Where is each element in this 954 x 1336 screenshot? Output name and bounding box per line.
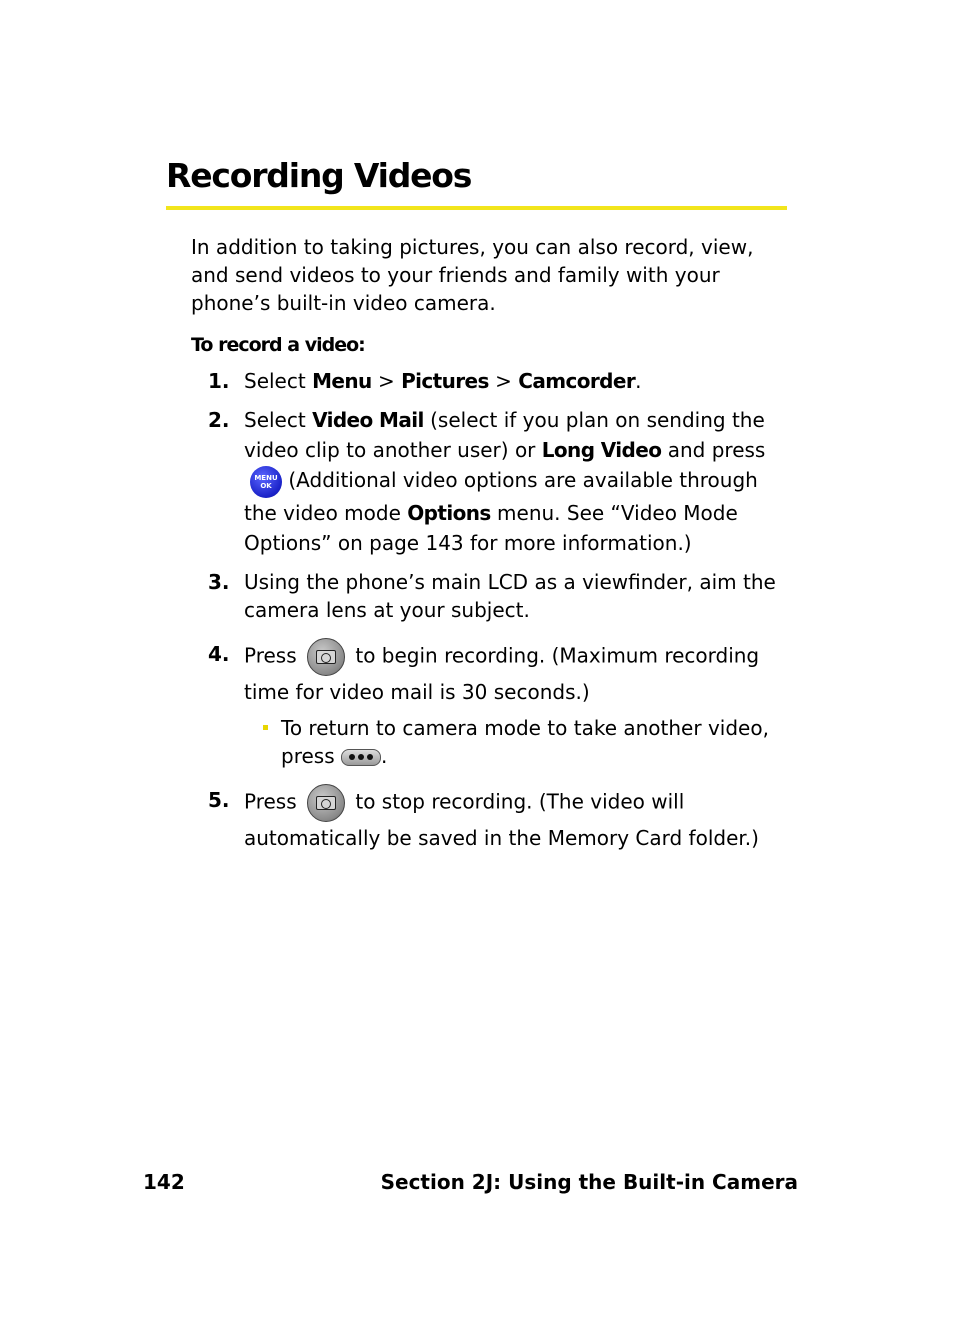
step-text: menu. See “Video Mode Options” on page 143 for more information.) (244, 500, 738, 555)
back-key-icon (341, 749, 381, 766)
video-mail-term: Video Mail (312, 408, 424, 432)
camcorder-term: Camcorder (518, 369, 636, 393)
page-title: Recording Videos (166, 156, 472, 195)
step-1 (191, 367, 791, 395)
step-text: . (635, 369, 642, 393)
step-text: Press (244, 789, 297, 813)
step-text: and press (661, 438, 766, 462)
step-4 (191, 638, 791, 770)
menu-term: Menu (312, 369, 372, 393)
step-number: 4. (208, 641, 230, 666)
step-text: Select (244, 408, 313, 432)
options-term: Options (407, 500, 491, 525)
step-text: to begin recording. (Maximum recording time for video mail is 30 seconds.) (244, 643, 760, 704)
sub-bullet-item (244, 714, 791, 770)
procedure-heading: To record a video: (191, 334, 365, 356)
page-body (191, 233, 791, 864)
page-number: 142 (143, 1170, 185, 1194)
step-text: to stop recording. (The video will automatically be saved in the Memory Card folder.) (244, 789, 759, 850)
sub-text: . (380, 743, 388, 768)
title-rule (166, 206, 787, 210)
sub-text: To return to camera mode to take another video, press (281, 715, 769, 768)
menu-ok-label-bottom: OK (260, 481, 272, 490)
step-2 (191, 405, 791, 558)
step-number: 3. (208, 569, 230, 594)
steps-list (191, 367, 791, 854)
step-number: 2. (208, 408, 230, 432)
pictures-term: Pictures (401, 369, 489, 393)
intro-paragraph: In addition to taking pictures, you can also record, view, and send videos to your friends and family with your phone’s built-in video camera. (191, 235, 754, 315)
step-text: > (371, 369, 402, 393)
step-4-sublist (244, 714, 791, 770)
step-text: Select (244, 369, 313, 393)
step-number: 5. (208, 787, 230, 812)
step-text: Using the phone’s main LCD as a viewfinder, aim the camera lens at your subject. (244, 569, 776, 622)
step-text: > (488, 369, 519, 393)
step-number: 1. (208, 369, 230, 393)
menu-ok-key-icon (250, 466, 282, 498)
section-title: Section 2J: Using the Built-in Camera (380, 1170, 798, 1194)
long-video-term: Long Video (541, 438, 662, 462)
step-5 (191, 784, 791, 854)
menu-ok-label-top: MENU (254, 473, 278, 482)
step-text: Press (244, 643, 297, 667)
step-3 (191, 568, 791, 624)
camera-key-icon (307, 784, 345, 822)
bullet-marker (263, 725, 268, 730)
step-text: (Additional video options are available through the video mode (244, 468, 758, 525)
step-text: (select if you plan on sending the video clip to another user) or (244, 408, 765, 462)
camera-key-icon (307, 638, 345, 676)
